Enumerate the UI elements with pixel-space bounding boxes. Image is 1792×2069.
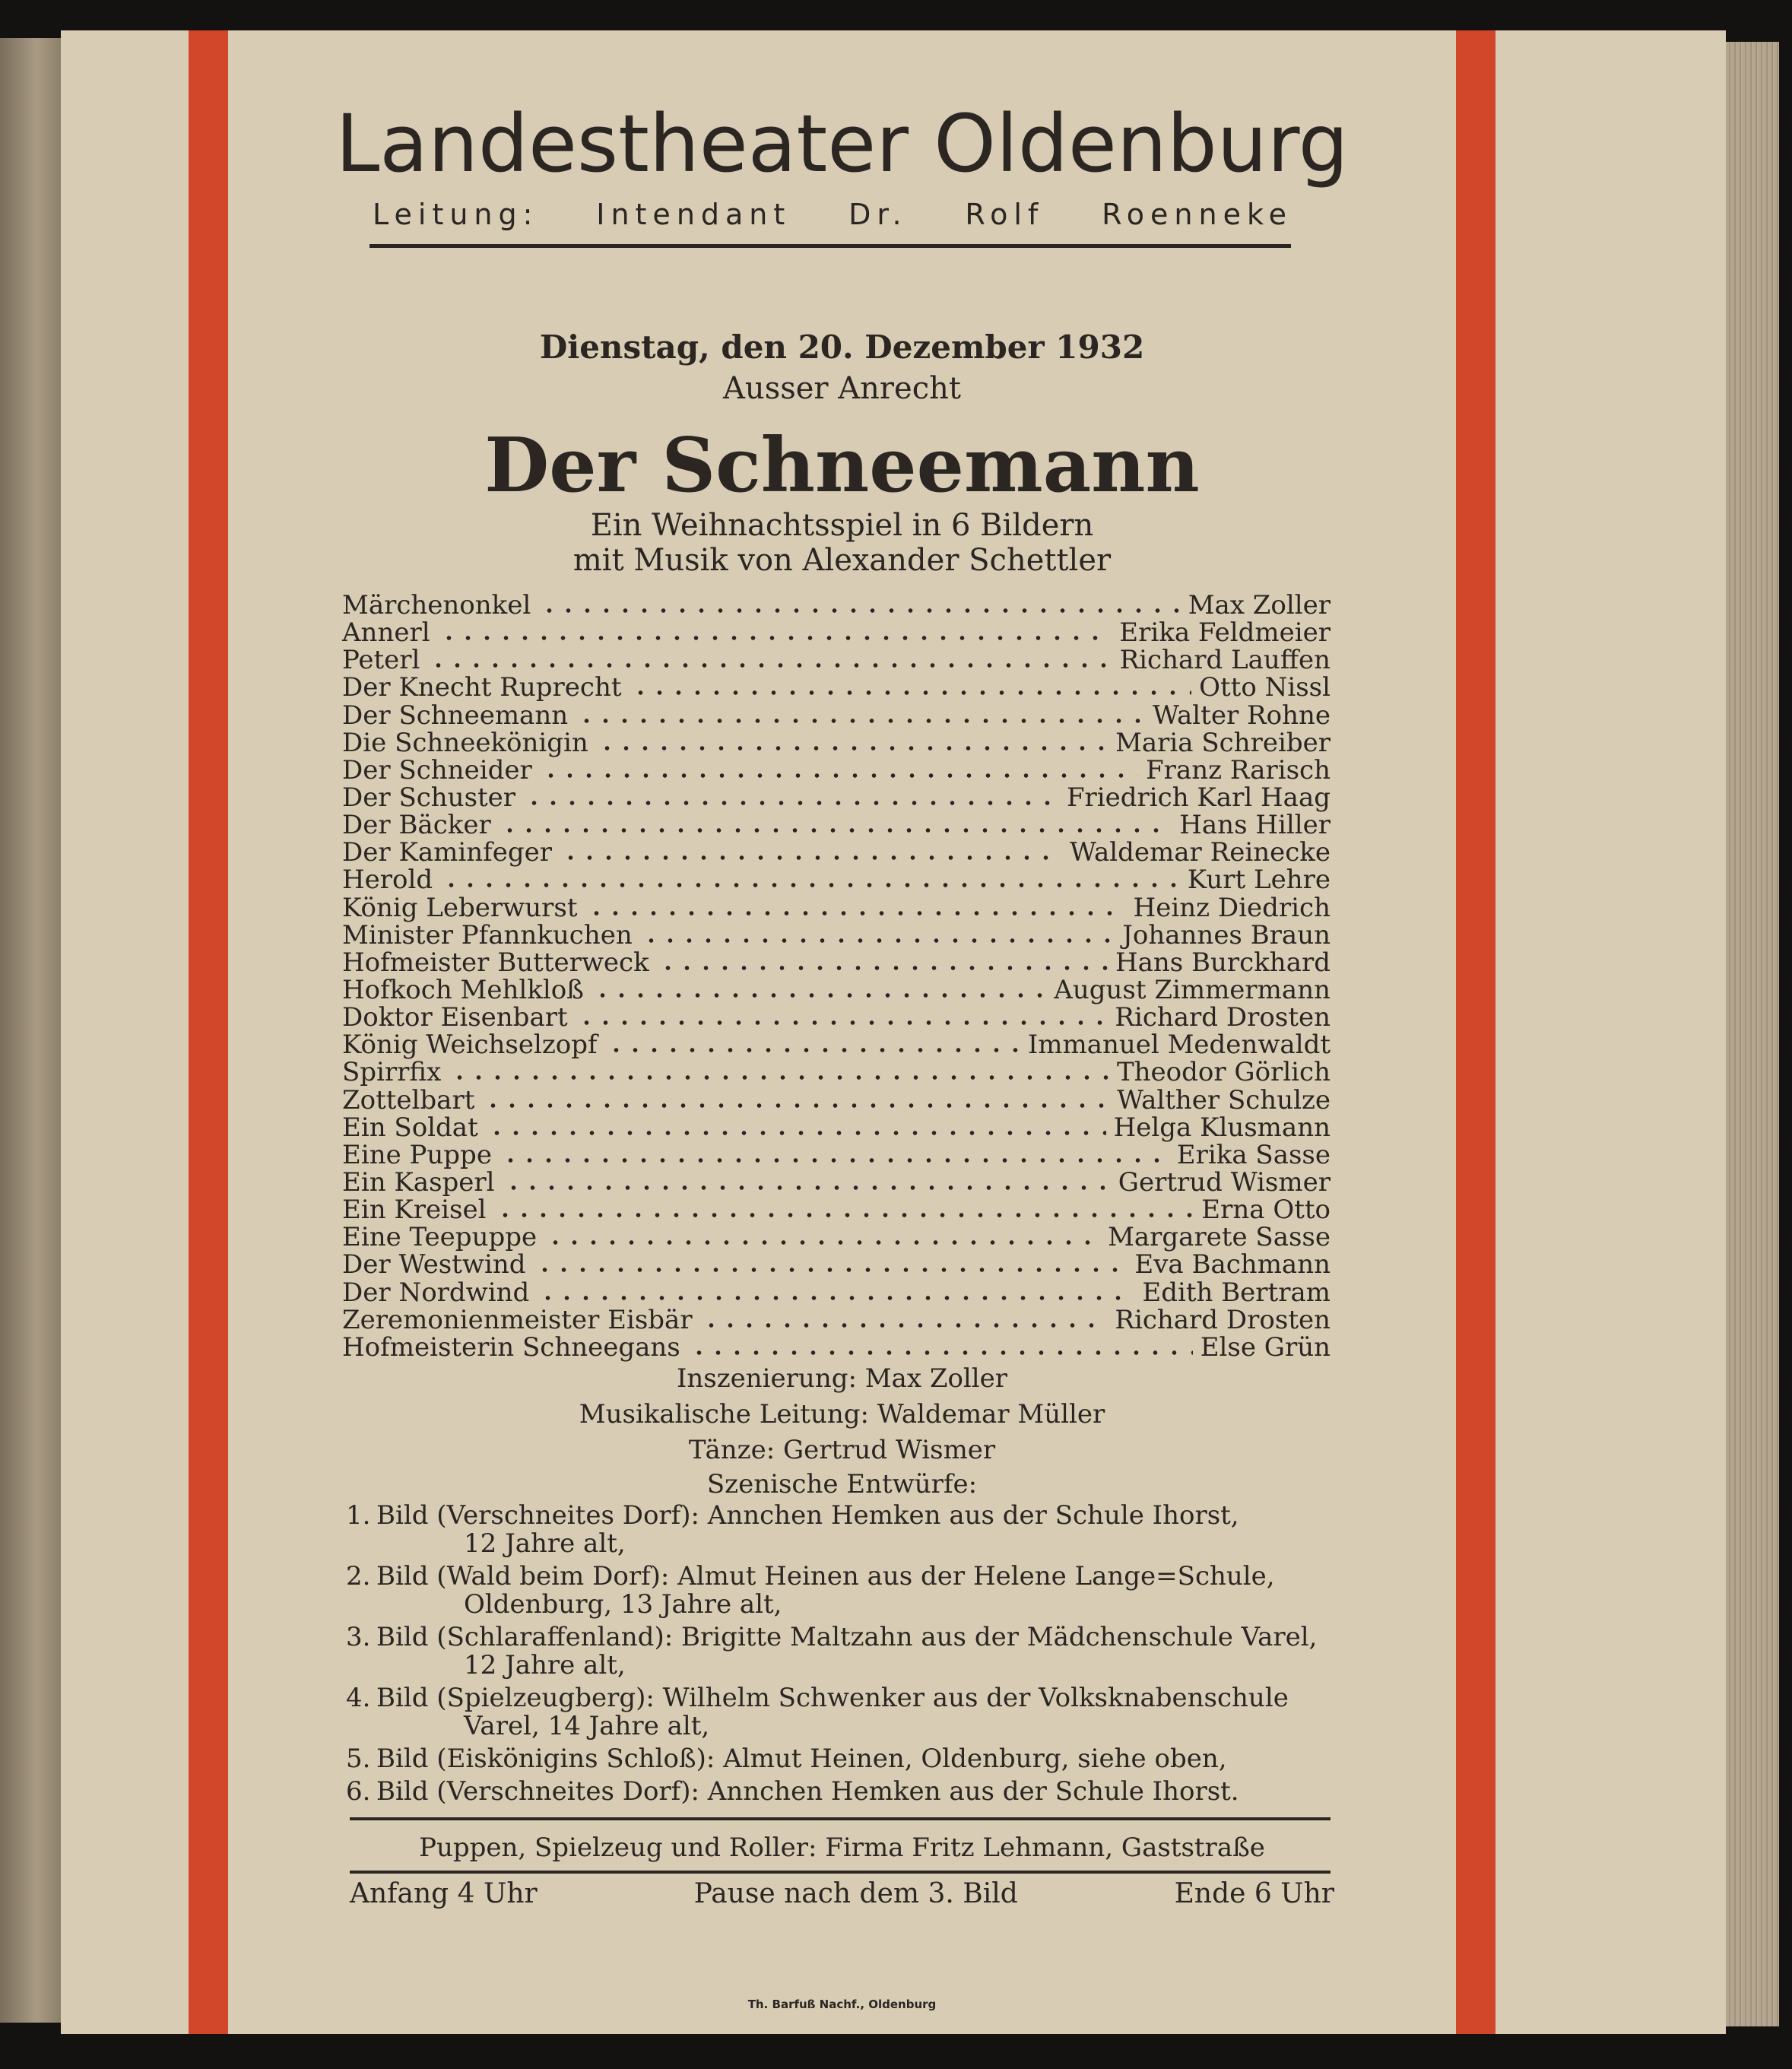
cast-role: Hofmeisterin Schneegans <box>342 1331 680 1363</box>
cast-role: Minister Pfannkuchen <box>342 919 633 950</box>
cast-row <box>342 1166 1331 1198</box>
subtitle-line: mit Musik von Alexander Schettler <box>572 543 1112 578</box>
scene-description <box>376 1778 1334 1806</box>
cast-actor: Hans Hiller <box>1179 810 1331 841</box>
cast-row <box>342 1058 1331 1086</box>
scene-line-continued: 12 Jahre alt, <box>464 1650 626 1680</box>
scene-number: 6. <box>346 1776 371 1807</box>
cast-actor: Gertrud Wismer <box>1118 1166 1331 1198</box>
cast-actor: Margarete Sasse <box>1108 1222 1331 1253</box>
pause-note: Pause nach dem 3. Bild <box>693 1878 1018 1909</box>
cast-role: Der Schneemann <box>342 700 569 731</box>
right-red-stripe <box>1456 30 1495 2034</box>
dot-leader <box>540 607 1180 614</box>
cast-role: Annerl <box>342 617 430 649</box>
dot-leader <box>561 854 1062 862</box>
scene-line-continued: Oldenburg, 13 Jahre alt, <box>464 1589 782 1620</box>
cast-actor: Franz Rarisch <box>1146 754 1331 785</box>
dot-leader <box>500 827 1172 834</box>
scene-description <box>376 1684 1334 1741</box>
dot-leader <box>587 909 1126 917</box>
dot-leader <box>607 1046 1020 1054</box>
cast-row <box>342 839 1331 866</box>
cast-actor: Erika Feldmeier <box>1119 617 1331 649</box>
cast-row <box>342 1306 1331 1334</box>
dot-leader <box>690 1349 1193 1357</box>
cast-actor: Immanuel Medenwaldt <box>1027 1030 1331 1061</box>
cast-role: Herold <box>342 865 433 896</box>
dot-leader <box>546 1239 1100 1246</box>
scene-line-continued: 12 Jahre alt, <box>464 1528 626 1559</box>
cast-row <box>342 617 1331 649</box>
cast-row <box>342 1279 1331 1306</box>
cast-actor: Richard Drosten <box>1115 1304 1331 1335</box>
scene-number: 5. <box>346 1744 371 1774</box>
cast-actor: Walther Schulze <box>1117 1084 1331 1115</box>
scene-item <box>346 1563 1334 1619</box>
cast-row <box>342 949 1331 976</box>
cast-actor: August Zimmermann <box>1054 974 1331 1005</box>
dot-leader <box>541 772 1138 779</box>
cast-role: Hofkoch Mehlkloß <box>342 974 584 1005</box>
cast-role: Peterl <box>342 645 420 676</box>
timing-row <box>350 1878 1334 1909</box>
dot-leader <box>450 1074 1109 1081</box>
scene-line: Bild (Eiskönigins Schloß): Almut Heinen, Oldenburg, siehe oben, <box>376 1744 1227 1774</box>
dot-leader <box>442 881 1180 889</box>
dance-credit: Tänze: Gertrud Wismer <box>688 1435 996 1465</box>
cast-row <box>342 702 1331 729</box>
dot-leader <box>538 1294 1134 1302</box>
cast-actor: Else Grün <box>1200 1331 1331 1363</box>
cast-row <box>342 784 1331 811</box>
cast-actor: Edith Bertram <box>1142 1277 1331 1308</box>
dot-leader <box>702 1322 1108 1329</box>
cast-role: Der Westwind <box>342 1249 526 1280</box>
dot-leader <box>525 799 1059 807</box>
scene-item <box>346 1684 1334 1741</box>
cast-role: Hofmeister Butterweck <box>342 947 649 978</box>
previous-page-edge <box>0 38 61 2023</box>
dot-leader <box>501 1157 1169 1164</box>
cast-actor: Max Zoller <box>1188 590 1331 620</box>
dot-leader <box>535 1266 1128 1274</box>
cast-actor: Theodor Görlich <box>1116 1057 1331 1088</box>
dot-leader <box>598 744 1108 752</box>
cast-row <box>342 592 1331 619</box>
header-rule <box>370 244 1291 248</box>
cast-role: Der Schneider <box>342 754 532 785</box>
dot-leader <box>593 992 1046 999</box>
cast-role: Der Schuster <box>342 782 516 813</box>
scene-description <box>376 1563 1334 1619</box>
cast-row <box>342 865 1331 896</box>
cast-row <box>342 674 1331 701</box>
scene-description <box>376 1745 1334 1773</box>
cast-role: Doktor Eisenbart <box>342 1002 568 1033</box>
dot-leader <box>577 1019 1108 1027</box>
dot-leader <box>577 717 1145 725</box>
play-subtitle <box>228 508 1456 578</box>
dot-leader <box>487 1129 1106 1137</box>
cast-list <box>342 592 1331 1361</box>
scene-number: 1. <box>346 1500 371 1531</box>
subscription-note: Ausser Anrecht <box>723 371 961 406</box>
scene-line: Bild (Schlaraffenland): Brigitte Maltzahn aus der Mädchenschule Varel, <box>376 1622 1318 1652</box>
cast-actor: Erna Otto <box>1201 1195 1331 1226</box>
cast-row <box>342 1195 1331 1226</box>
start-time: Anfang 4 Uhr <box>350 1878 538 1909</box>
cast-actor: Maria Schreiber <box>1115 727 1331 758</box>
scene-number: 3. <box>346 1622 371 1652</box>
cast-row <box>342 811 1331 839</box>
scene-item <box>346 1745 1334 1773</box>
cast-actor: Waldemar Reinecke <box>1070 837 1331 868</box>
cast-actor: Erika Sasse <box>1176 1139 1331 1170</box>
dot-leader <box>484 1102 1109 1109</box>
end-time: Ende 6 Uhr <box>1174 1878 1334 1909</box>
cast-role: Der Nordwind <box>342 1277 530 1308</box>
cast-role: Ein Soldat <box>342 1112 478 1143</box>
cast-row <box>342 976 1331 1004</box>
cast-actor: Helga Klusmann <box>1113 1112 1331 1143</box>
subtitle-line: Ein Weihnachtsspiel in 6 Bildern <box>590 508 1094 543</box>
cast-actor: Kurt Lehre <box>1187 865 1331 896</box>
dot-leader <box>658 964 1108 972</box>
cast-row <box>342 729 1331 757</box>
cast-role: Der Knecht Ruprecht <box>342 672 622 703</box>
performance-date: Dienstag, den 20. Dezember 1932 <box>539 328 1145 366</box>
scene-line: Bild (Verschneites Dorf): Annchen Hemken aus der Schule Ihorst, <box>376 1500 1239 1531</box>
cast-actor: Walter Rohne <box>1153 700 1331 731</box>
sponsor-note: Puppen, Spielzeug und Roller: Firma Fritz Lehmann, Gaststraße <box>419 1833 1265 1863</box>
cast-role: König Leberwurst <box>342 892 578 923</box>
cast-actor: Otto Nissl <box>1199 672 1331 703</box>
cast-role: König Weichselzopf <box>342 1030 598 1061</box>
cast-role: Eine Teepuppe <box>342 1222 538 1253</box>
dot-leader <box>429 662 1112 669</box>
cast-row <box>342 1251 1331 1278</box>
scene-number: 2. <box>346 1561 371 1591</box>
cast-role: Zeremonienmeister Eisbär <box>342 1304 693 1335</box>
cast-role: Spirrfix <box>342 1057 442 1088</box>
scene-line: Bild (Spielzeugberg): Wilhelm Schwenker aus der Volksknabenschule <box>376 1683 1289 1713</box>
cast-role: Märchenonkel <box>342 590 531 620</box>
cast-row <box>342 754 1331 785</box>
dot-leader <box>439 634 1112 642</box>
left-red-stripe <box>189 30 228 2034</box>
cast-row <box>342 894 1331 922</box>
cast-role: Eine Puppe <box>342 1139 492 1170</box>
cast-row <box>342 1141 1331 1169</box>
cast-role: Die Schneekönigin <box>342 727 588 758</box>
printer-imprint: Th. Barfuß Nachf., Oldenburg <box>747 1998 937 2011</box>
designs-heading: Szenische Entwürfe: <box>706 1469 978 1499</box>
scene-item <box>346 1778 1334 1806</box>
scene-line: Bild (Verschneites Dorf): Annchen Hemken aus der Schule Ihorst. <box>376 1776 1239 1807</box>
cast-row <box>342 646 1331 674</box>
cast-actor: Eva Bachmann <box>1134 1249 1331 1280</box>
cast-row <box>342 1084 1331 1115</box>
scene-description <box>376 1623 1334 1680</box>
cast-row <box>342 1223 1331 1251</box>
cast-actor: Johannes Braun <box>1122 919 1331 950</box>
scene-line: Bild (Wald beim Dorf): Almut Heinen aus der Helene Lange=Schule, <box>376 1561 1275 1591</box>
cast-actor: Richard Lauffen <box>1119 645 1331 676</box>
cast-row <box>342 919 1331 950</box>
dot-leader <box>496 1211 1194 1219</box>
cast-actor: Richard Drosten <box>1115 1002 1331 1033</box>
cast-row <box>342 1331 1331 1363</box>
scene-item <box>346 1623 1334 1680</box>
dot-leader <box>504 1184 1111 1192</box>
play-title: Der Schneemann <box>484 422 1200 509</box>
music-credit: Musikalische Leitung: Waldemar Müller <box>579 1399 1105 1430</box>
cast-actor: Hans Burckhard <box>1115 947 1331 978</box>
cast-role: Der Bäcker <box>342 810 491 841</box>
cast-row <box>342 1004 1331 1031</box>
theater-name: Landestheater Oldenburg <box>335 97 1349 190</box>
divider-rule <box>350 1871 1331 1874</box>
cast-role: Zottelbart <box>342 1084 475 1115</box>
cast-actor: Friedrich Karl Haag <box>1066 782 1331 813</box>
dot-leader <box>642 937 1115 944</box>
cast-row <box>342 1030 1331 1061</box>
dot-leader <box>631 689 1192 697</box>
scene-number: 4. <box>346 1683 371 1713</box>
staging-credit: Inszenierung: Max Zoller <box>676 1363 1008 1394</box>
cast-role: Der Kaminfeger <box>342 837 552 868</box>
scene-design-list <box>346 1502 1334 1810</box>
cast-role: Ein Kreisel <box>342 1195 487 1226</box>
divider-rule <box>350 1817 1331 1820</box>
theater-direction: Leitung: Intendant Dr. Rolf Roenneke <box>373 198 1292 231</box>
cast-role: Ein Kasperl <box>342 1166 495 1198</box>
scene-line-continued: Varel, 14 Jahre alt, <box>464 1711 710 1741</box>
scene-description <box>376 1502 1334 1558</box>
scene-item <box>346 1502 1334 1558</box>
cast-row <box>342 1114 1331 1141</box>
cast-actor: Heinz Diedrich <box>1133 892 1331 923</box>
page-stack-edges <box>1726 42 1779 2026</box>
